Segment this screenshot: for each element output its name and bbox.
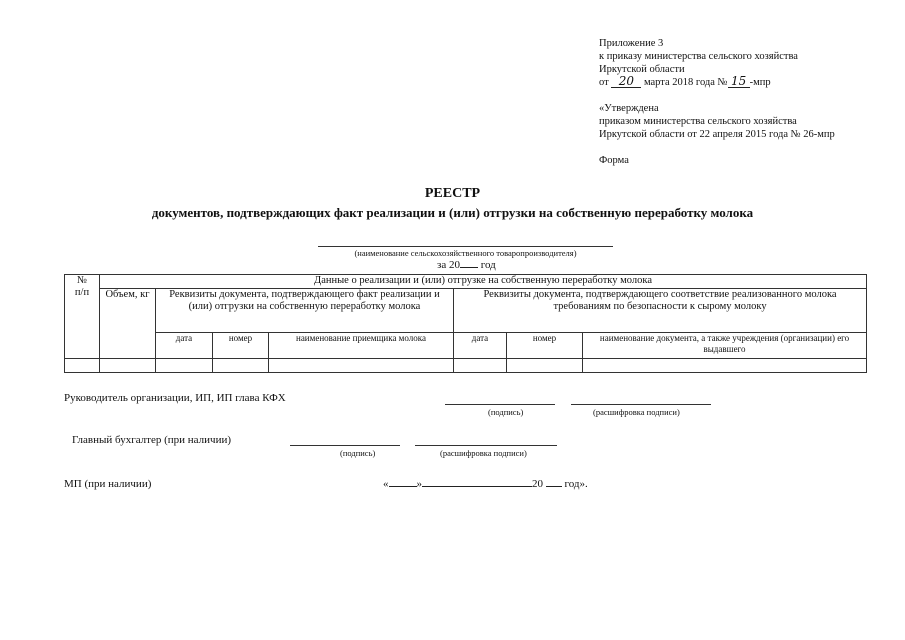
accountant-label: Главный бухгалтер (при наличии) xyxy=(72,434,232,446)
producer-caption: (наименование сельскохозяйственного товаропроизводителя) xyxy=(354,248,577,258)
col-date-1: дата xyxy=(156,333,213,359)
year-line xyxy=(437,259,496,271)
document-title: РЕЕСТР xyxy=(424,186,481,201)
cell[interactable] xyxy=(583,359,867,373)
table-row xyxy=(65,359,867,373)
accountant-signature-caption: (подпись) xyxy=(340,448,376,458)
pp-label: п/п xyxy=(74,287,90,298)
head-transcript-line[interactable] xyxy=(571,404,711,405)
col-receiver-name: наименование приемщика молока xyxy=(269,333,454,359)
cell[interactable] xyxy=(213,359,269,373)
signing-date-line xyxy=(383,478,588,490)
cell[interactable] xyxy=(507,359,583,373)
registry-table xyxy=(64,274,867,373)
date-open-quote: « xyxy=(383,478,389,490)
approved-line3: Иркутской области от 22 апреля 2015 года № 26-мпр xyxy=(599,129,835,140)
year-suffix: год xyxy=(480,259,496,271)
cell[interactable] xyxy=(269,359,454,373)
col-doc-issuer-name: наименование документа, а также учреждения (организации) его выдавшего xyxy=(583,333,867,359)
accountant-signature-line[interactable] xyxy=(290,445,400,446)
head-transcript-caption: (расшифровка подписи) xyxy=(593,407,680,417)
head-label: Руководитель организации, ИП, ИП глава КФХ xyxy=(64,392,286,404)
head-signature-line[interactable] xyxy=(445,404,555,405)
order-number-handwritten: 15 xyxy=(728,76,750,88)
signing-month-blank[interactable] xyxy=(422,486,532,487)
header-block xyxy=(599,37,835,167)
cell[interactable] xyxy=(65,359,100,373)
group-header: Данные о реализации и (или) отгрузке на собственную переработку молока xyxy=(100,275,867,289)
accountant-transcript-caption: (расшифровка подписи) xyxy=(440,448,527,458)
col-realization-doc-header: Реквизиты документа, подтверждающего факт реализации и (или) отгрузки на собственную переработку молока xyxy=(156,289,454,333)
approved-line2: приказом министерства сельского хозяйства xyxy=(599,116,797,127)
signing-date-end: год». xyxy=(564,478,588,490)
cell[interactable] xyxy=(100,359,156,373)
order-date-line xyxy=(599,76,835,89)
col-date-2: дата xyxy=(454,333,507,359)
stamp-label: МП (при наличии) xyxy=(64,478,152,490)
date-day-handwritten: 20 xyxy=(611,76,641,88)
col-number-1: номер xyxy=(213,333,269,359)
year-blank xyxy=(460,267,478,268)
approved-line1: «Утверждена xyxy=(599,103,659,114)
document-subtitle: документов, подтверждающих факт реализации и (или) отгрузки на собственную переработку молока xyxy=(151,205,754,220)
cell[interactable] xyxy=(454,359,507,373)
accountant-transcript-line[interactable] xyxy=(415,445,557,446)
col-number-2: номер xyxy=(507,333,583,359)
signing-year-blank[interactable] xyxy=(546,486,562,487)
region-name: Иркутской области xyxy=(599,64,685,75)
col-number-header xyxy=(65,275,100,359)
col-conformity-doc-header: Реквизиты документа, подтверждающего соответствие реализованного молока требованиям по безопасности к сырому молоку xyxy=(454,289,867,333)
order-reference: к приказу министерства сельского хозяйства xyxy=(599,51,798,62)
form-label: Форма xyxy=(599,155,629,166)
date-close-quote: » xyxy=(416,478,422,490)
col-volume-header: Объем, кг xyxy=(100,289,156,359)
head-signature-caption: (подпись) xyxy=(488,407,524,417)
signing-year-prefix: 20 xyxy=(532,478,543,490)
date-middle: марта 2018 года № xyxy=(643,77,728,88)
appendix-label: Приложение 3 xyxy=(599,38,664,49)
date-suffix: -мпр xyxy=(749,77,771,88)
date-prefix: от xyxy=(599,77,609,88)
number-sign: № xyxy=(76,275,88,286)
year-prefix: за 20 xyxy=(437,259,460,271)
signing-day-blank[interactable] xyxy=(389,486,417,487)
cell[interactable] xyxy=(156,359,213,373)
producer-name-line xyxy=(318,246,613,247)
